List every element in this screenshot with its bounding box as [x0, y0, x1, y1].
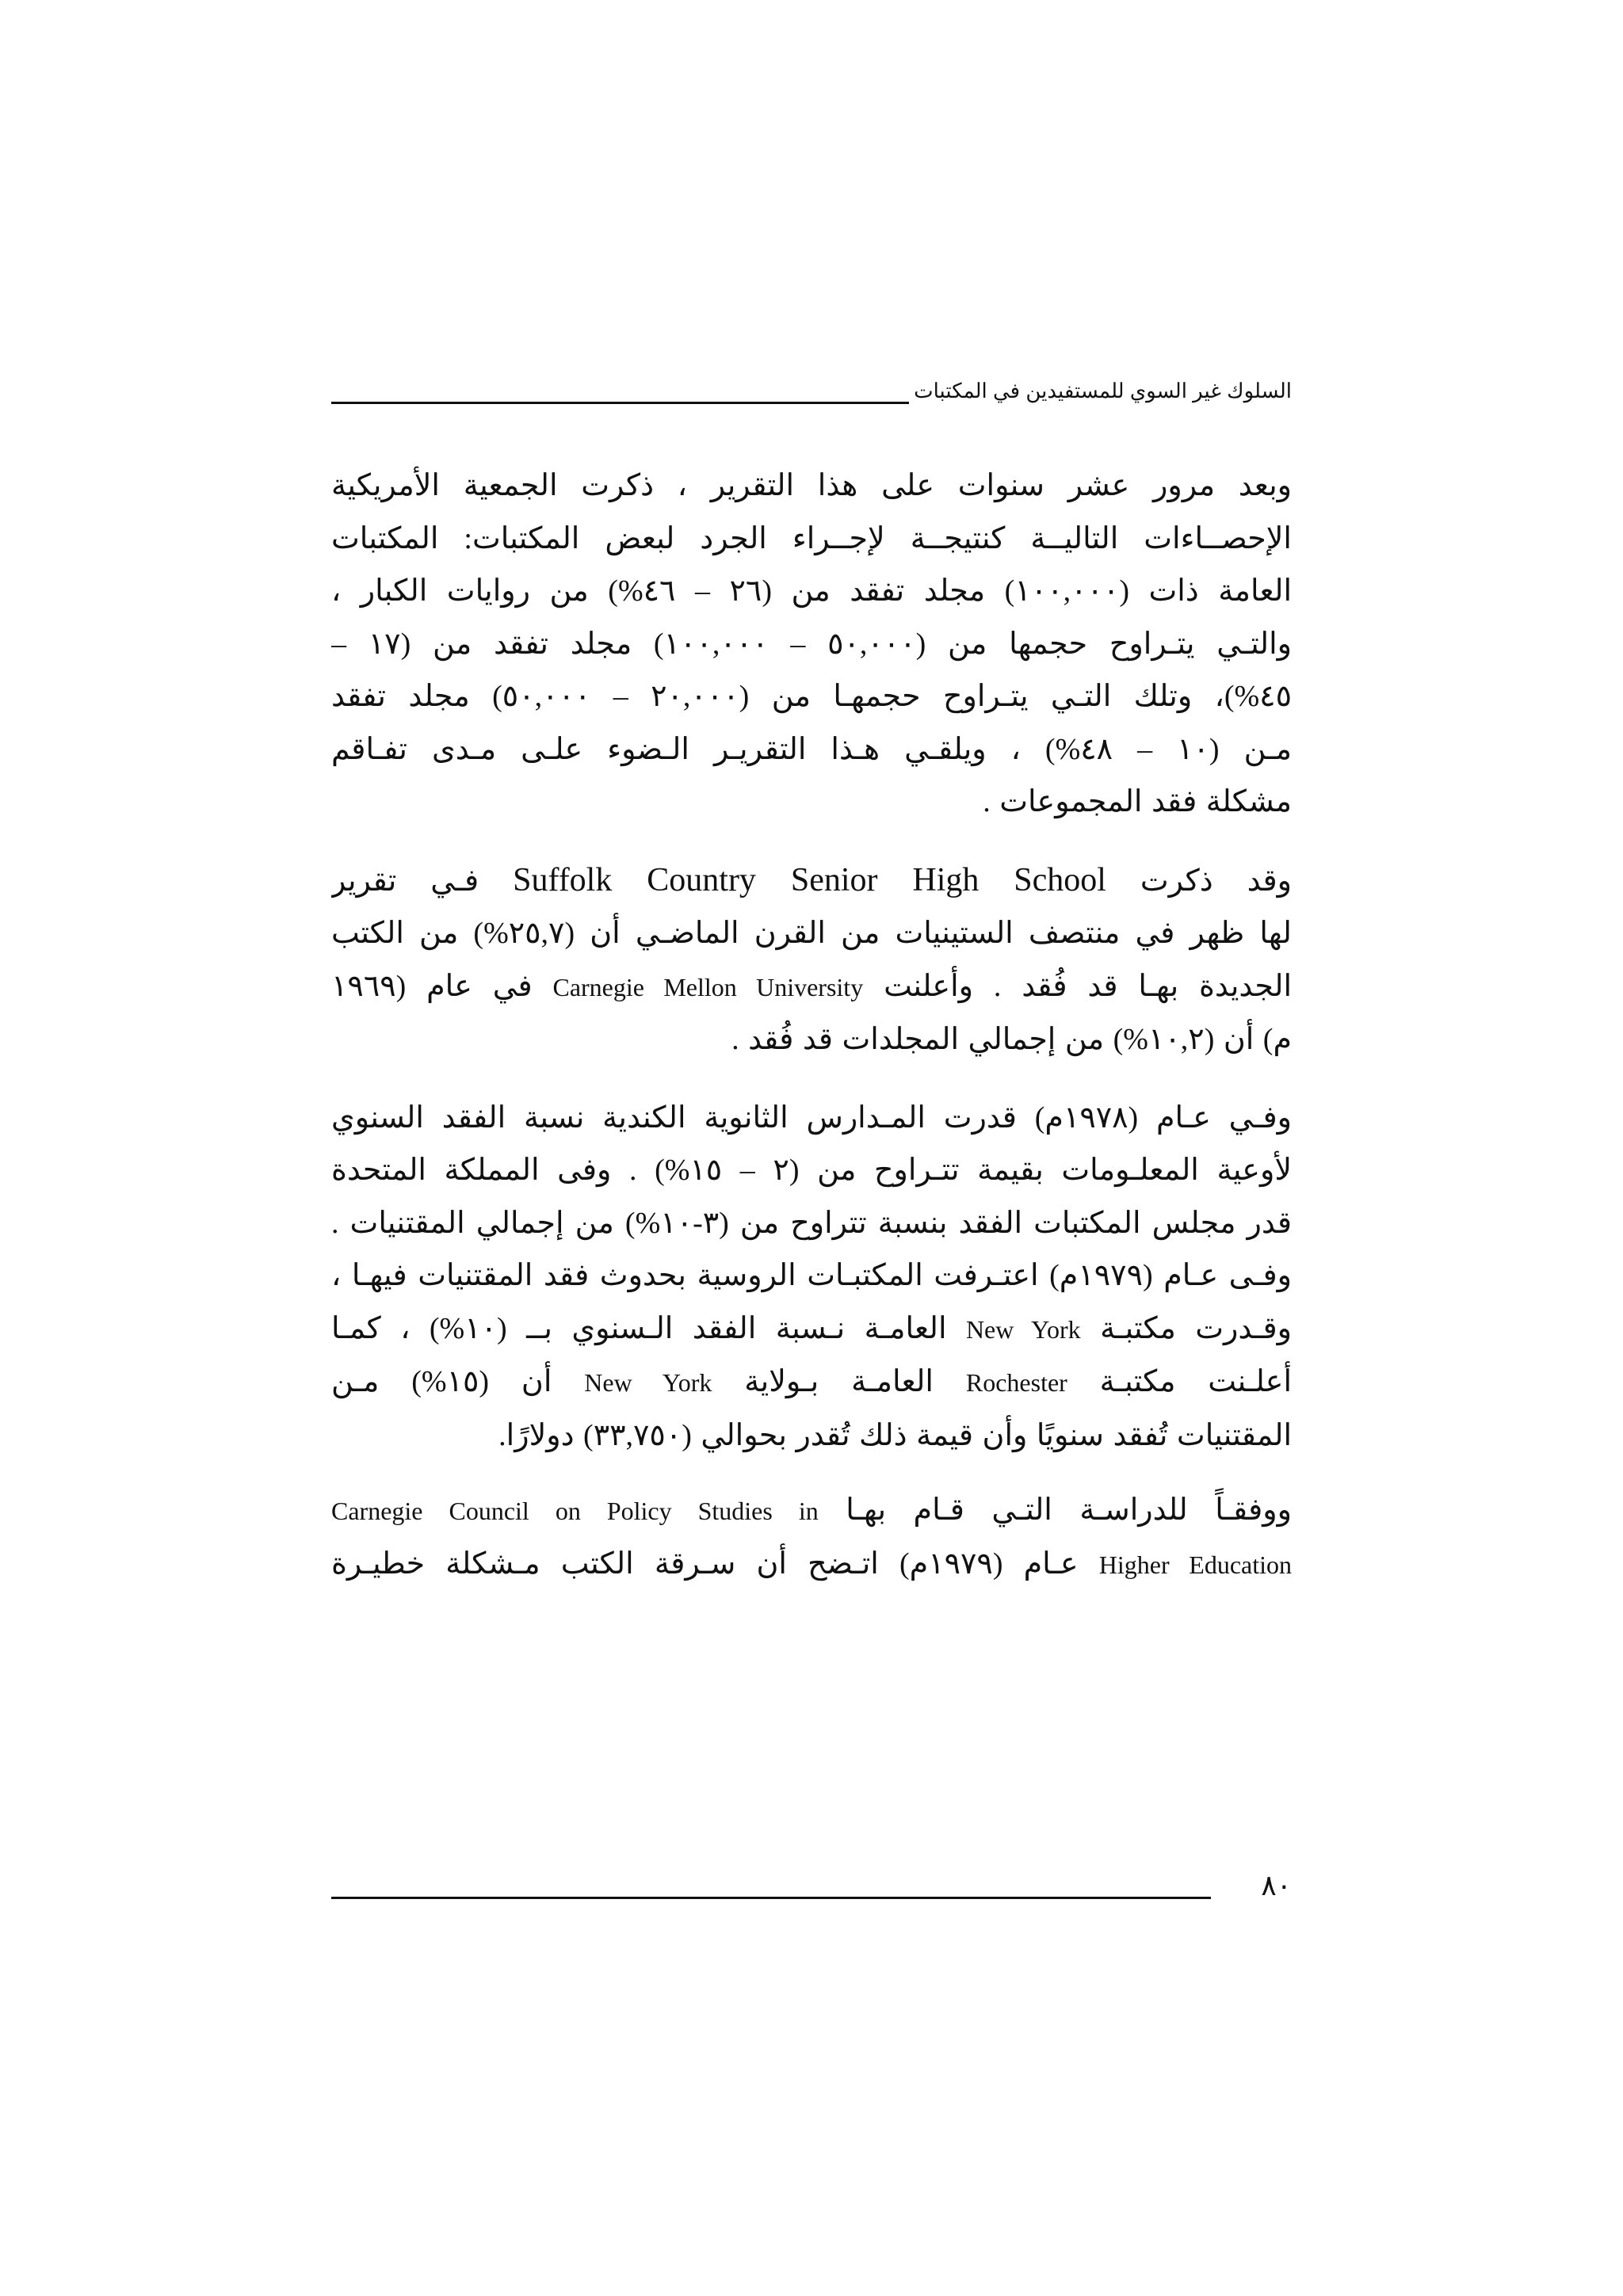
paragraph-3-line-6: [331, 1356, 1292, 1409]
page-footer: [331, 1868, 1292, 1908]
paragraph-1-line-6: مـن (١٠ – ٤٨%) ، ويلقـي هـذا التقريـر الـضوء علـى مـدى تفـاقم: [331, 732, 1292, 766]
paragraph-3-line-3: قدر مجلس المكتبات الفقد بنسبة تتراوح من (٣-١٠%) من إجمالي المقتنيات .: [331, 1206, 1292, 1240]
paragraph-1-line-3: العامة ذات (١٠٠,٠٠٠) مجلد تفقد من (٢٦ – ٤٦%) من روايات الكبار ،: [331, 574, 1292, 608]
paragraph-1: [331, 460, 1292, 829]
rochester-name: Rochester: [965, 1368, 1067, 1397]
paragraph-1-line-1: وبعد مرور عشر سنوات على هذا التقرير ، ذكرت الجمعية الأمريكية: [331, 469, 1292, 502]
paragraph-3-line-1: وفـي عـام (١٩٧٨م) قدرت المـدارس الثانوية الكندية نسبة الفقد السنوي: [331, 1100, 1292, 1135]
paragraph-4: [331, 1484, 1292, 1591]
paragraph-2-line-3-after: في عام (١٩٦٩: [331, 969, 533, 1003]
paragraph-3-line-5: [331, 1302, 1292, 1356]
paragraph-4-line-1: [331, 1484, 1292, 1538]
paragraph-3-line-4: وفـى عـام (١٩٧٩م) اعتـرفت المكتبـات الروسية بحدوث فقد المقتنيات فيهـا ،: [331, 1259, 1292, 1292]
page-body: [331, 460, 1292, 1591]
paragraph-1-line-5: ٤٥%)، وتلك التـي يتـراوح حجمهـا من (٢٠,٠٠٠ – ٥٠,٠٠٠) مجلد تفقد: [331, 680, 1292, 713]
paragraph-1-line-7: مشكلة فقد المجموعات .: [983, 785, 1292, 818]
paragraph-2-line-4: م) أن (١٠,٢%) من إجمالي المجلدات قد فُقد .: [731, 1023, 1292, 1056]
paragraph-2-line-3-before: الجديدة بهـا قد فُقد . وأعلنت: [884, 969, 1292, 1003]
school-name: Suffolk Country Senior High School: [513, 861, 1106, 898]
council-name-continued: Higher Education: [1098, 1550, 1292, 1579]
paragraph-2: [331, 854, 1292, 1066]
paragraph-2-line-3: [331, 960, 1292, 1014]
university-name: Carnegie Mellon University: [552, 972, 864, 1001]
paragraph-4-line-2-after: عـام (١٩٧٩م) اتـضح أن سـرقة الكتب مـشكلة خطيـرة: [331, 1547, 1079, 1581]
state-name: New York: [584, 1368, 712, 1397]
paragraph-1-line-4: والتـي يتـراوح حجمها من (٥٠,٠٠٠ – ١٠٠,٠٠٠) مجلد تفقد من (١٧ –: [331, 627, 1292, 661]
paragraph-3-line-6-before: أعلـنت مكتبـة: [1099, 1365, 1292, 1398]
footer-rule: [331, 1897, 1211, 1899]
paragraph-1-line-2: الإحصــاءات التاليــة كنتيجــة لإجــراء الجرد لبعض المكتبات: المكتبات: [331, 521, 1292, 555]
running-header-title: السلوك غير السوي للمستفيدين في المكتبات: [909, 377, 1292, 404]
paragraph-2-line-1-after: فـي تقرير: [331, 864, 479, 898]
council-name: Carnegie Council on Policy Studies in: [331, 1497, 819, 1525]
paragraph-3-line-2: لأوعية المعلـومات بقيمة تتـراوح من (٢ – ١٥%) . وفى المملكة المتحدة: [331, 1154, 1292, 1187]
page-number: ٨٠: [1261, 1870, 1292, 1901]
paragraph-2-line-2: لها ظهر في منتصف الستينيات من القرن الماضـي أن (٢٥,٧%) من الكتب: [331, 917, 1292, 950]
paragraph-3-line-5-before: وقـدرت مكتبـة: [1100, 1311, 1292, 1345]
paragraph-3-line-6-middle: العامـة بـولاية: [744, 1365, 934, 1398]
paragraph-4-line-1-before: ووفقـاً للدراسـة التـي قـام بهـا: [846, 1493, 1292, 1527]
paragraph-3: [331, 1092, 1292, 1463]
paragraph-3-line-5-after: العامـة نـسبة الفقد الـسنوي بــ (١٠%) ، كمـا: [331, 1311, 947, 1345]
library-city-name: New York: [965, 1314, 1081, 1344]
paragraph-2-line-1-before: وقد ذكرت: [1140, 864, 1292, 898]
paragraph-4-line-2: [331, 1538, 1292, 1592]
paragraph-3-line-6-after: أن (١٥%) مـن: [331, 1365, 552, 1398]
paragraph-2-line-1: [331, 854, 1292, 908]
paragraph-3-line-7: المقتنيات تُفقد سنويًا وأن قيمة ذلك تُقدر بحوالي (٣٣,٧٥٠) دولارًا.: [498, 1418, 1292, 1452]
running-header: [331, 377, 1292, 412]
